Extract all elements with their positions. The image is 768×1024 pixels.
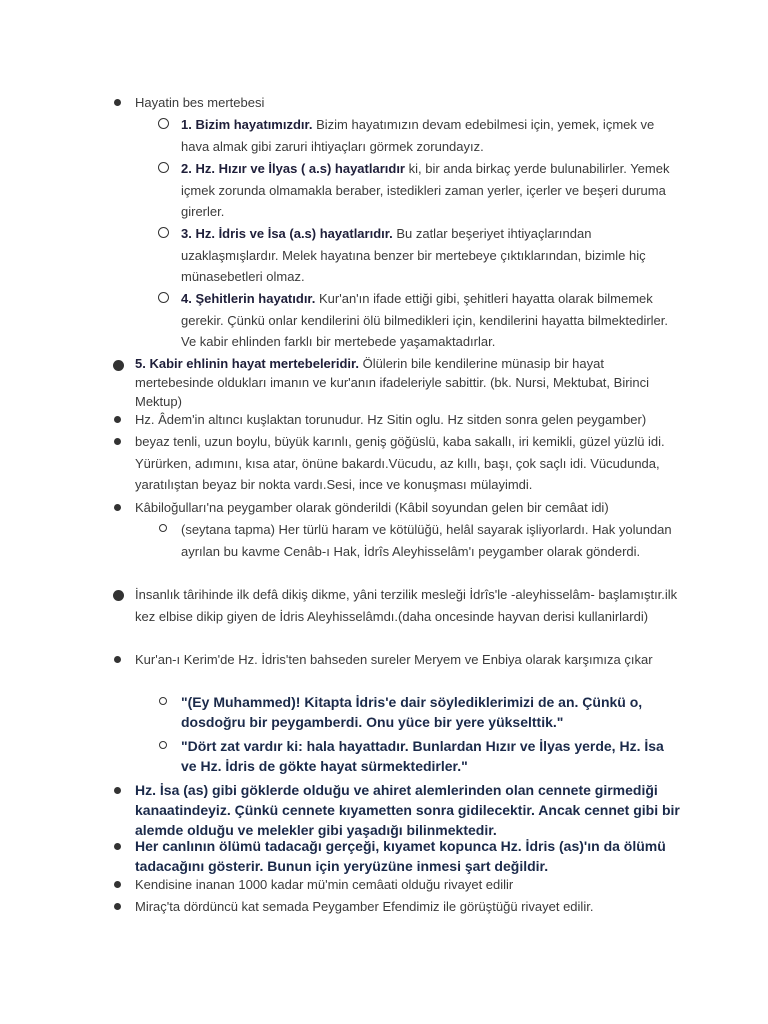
item-heading: 1. Bizim hayatımızdır.	[181, 117, 313, 132]
item-text: Kâbiloğulları'na peygamber olarak gönderildi (Kâbil soyundan gelen bir cemâat idi)	[135, 500, 609, 515]
item-text: beyaz tenli, uzun boylu, büyük karınlı, geniş göğüslü, kaba sakallı, iri kemikli, güzel yüzlü idi. Yürürken, adımını, kısa atar, önüne bakardı.Vücudu, az kıllı, başı, çok saçlı idi. Vücudunda, yaratılıştan beyaz bir nokta vardı.Sesi, ince ve konuşması mülayimdi.	[135, 434, 665, 492]
item-text: Ölülerin bile kendilerine münasip bir hayat mertebesinde oldukları imanın ve kur'anın ifadeleriyle sabittir. (bk. Nursi, Mektubat, Birinci Mektup)	[135, 356, 650, 409]
list-item	[135, 649, 680, 671]
item-heading: 4. Şehitlerin hayatıdır.	[181, 291, 316, 306]
item-text: Her canlının ölümü tadacağı gerçeği, kıyamet kopunca Hz. İdris (as)'ın da ölümü tadacağını gösterir. Bunun için yeryüzüne inmesi şart değildir.	[135, 838, 666, 874]
circle-bullet-icon	[158, 118, 169, 129]
item-heading: 2. Hz. Hızır ve İlyas ( a.s) hayatlarıdır	[181, 161, 405, 176]
circle-bullet-icon	[159, 697, 167, 705]
item-text: Bizim hayatımızın devam edebilmesi için, yemek, içmek ve hava almak gibi zaruri ihtiyaçları görmek zorundayız.	[181, 117, 655, 154]
bullet-icon	[114, 787, 121, 794]
item-text: İnsanlık târihinde ilk defâ dikiş dikme, yâni terzilik mesleği İdrîs'le -aleyhisselâm- başlamıştır.ilk kez elbise dikip giyen de İdris Aleyhisselâmdı.(daha oncesinde hayvan derisi kullanirlardi)	[135, 587, 678, 624]
item-text: Kendisine inanan 1000 kadar mü'min cemâati olduğu rivayet edilir	[135, 877, 514, 892]
list-item	[135, 896, 680, 918]
bullet-icon	[114, 656, 121, 663]
item-text: Miraç'ta dördüncü kat semada Peygamber Efendimiz ile görüştüğü rivayet edilir.	[135, 899, 594, 914]
sub-list-item	[181, 114, 681, 157]
sub-list-item	[181, 223, 681, 288]
list-item	[135, 431, 680, 496]
circle-bullet-icon	[158, 227, 169, 238]
bullet-icon	[114, 881, 121, 888]
sub-list-item	[181, 736, 681, 776]
bullet-icon	[114, 438, 121, 445]
circle-bullet-icon	[158, 162, 169, 173]
bullet-icon	[113, 590, 124, 601]
bullet-icon	[114, 504, 121, 511]
sub-list-item	[181, 519, 681, 562]
item-text: Hz. İsa (as) gibi göklerde olduğu ve ahiret alemlerinden olan cennete girmediği kanaatindeyiz. Çünkü cennete kıyametten sonra gidilecektir. Ancak cennet gibi bir alemde olduğu ve melekler gibi yaşadığı bilinmektedir.	[135, 782, 680, 838]
list-item	[135, 92, 680, 114]
bullet-icon	[114, 99, 121, 106]
quote-text: "Dört zat vardır ki: hala hayattadır. Bunlardan Hızır ve İlyas yerde, Hz. İsa ve Hz. İdris de gökte hayat sürmektedirler."	[181, 738, 664, 774]
item-text: Kur'an-ı Kerim'de Hz. İdris'ten bahseden sureler Meryem ve Enbiya olarak karşımıza çıkar	[135, 652, 653, 667]
item-text: Hz. Âdem'in altıncı kuşlaktan torunudur. Hz Sitin oglu. Hz sitden sonra gelen peygamber)	[135, 412, 647, 427]
list-item	[135, 409, 680, 431]
sub-list-item	[181, 158, 681, 223]
item-text: Bu zatlar beşeriyet ihtiyaçlarından uzaklaşmışlardır. Melek hayatına benzer bir mertebeye çıktıklarından, bizimle hiç münasebetleri olmaz.	[181, 226, 646, 284]
item-heading: 5. Kabir ehlinin hayat mertebeleridir.	[135, 356, 359, 371]
sub-list-item	[181, 288, 681, 353]
circle-bullet-icon	[159, 524, 167, 532]
item-heading: 3. Hz. İdris ve İsa (a.s) hayatlarıdır.	[181, 226, 393, 241]
circle-bullet-icon	[159, 741, 167, 749]
list-item	[135, 874, 680, 896]
bullet-icon	[113, 360, 124, 371]
item-text: ki, bir anda birkaç yerde bulunabilirler. Yemek içmek zorunda olmamakla beraber, istedikleri zaman yerler, içerler ve beşeri duruma girerler.	[181, 161, 670, 219]
list-item	[135, 497, 680, 519]
circle-bullet-icon	[158, 292, 169, 303]
bullet-icon	[114, 843, 121, 850]
item-text: Kur'an'ın ifade ettiği gibi, şehitleri hayatta olarak bilmemek gerekir. Çünkü onlar kendilerini ölü bilmedikleri için, kendilerini hayatta bilmektedirler. Ve kabir ehlinden farklı bir mertebede yaşamaktadırlar.	[181, 291, 669, 349]
sub-list-item	[181, 692, 681, 732]
bullet-icon	[114, 416, 121, 423]
list-item	[135, 584, 680, 627]
list-item	[135, 780, 680, 840]
item-text: (seytana tapma) Her türlü haram ve kötülüğü, helâl sayarak işliyorlardı. Hak yolundan ayrılan bu kavme Cenâb-ı Hak, İdrîs Aleyhisselâm'ı peygamber olarak gönderdi.	[181, 522, 672, 559]
list-item	[135, 836, 680, 876]
item-text: Hayatin bes mertebesi	[135, 95, 265, 110]
quote-text: "(Ey Muhammed)! Kitapta İdris'e dair söylediklerimizi de an. Çünkü o, dosdoğru bir peygamberdi. Onu yüce bir yere yükselttik."	[181, 694, 643, 730]
bullet-icon	[114, 903, 121, 910]
list-item	[135, 354, 680, 411]
